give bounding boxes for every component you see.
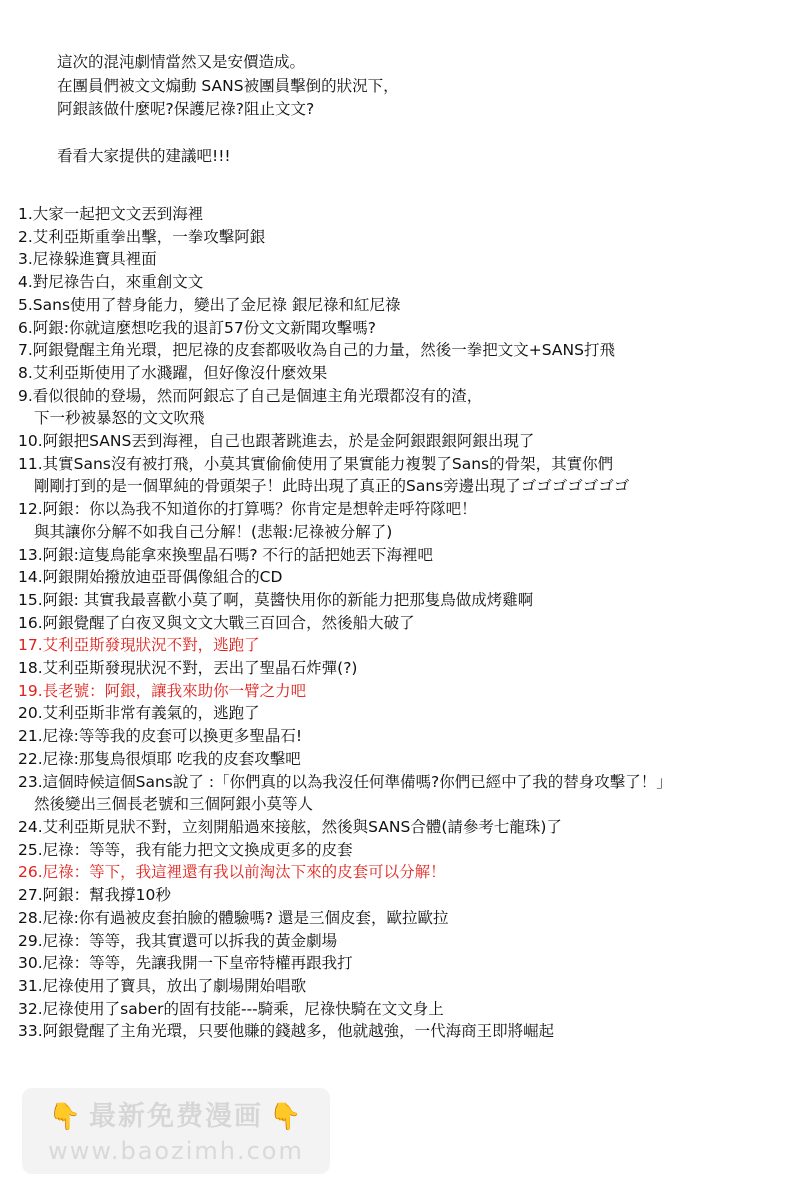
list-item-text: 15.阿銀: 其實我最喜歡小莫了啊，莫醬快用你的新能力把那隻鳥做成烤雞啊 bbox=[18, 590, 534, 609]
list-item-text: 6.阿銀:你就這麼想吃我的退訂57份文文新聞攻擊嗎? bbox=[18, 318, 376, 337]
list-item bbox=[18, 952, 798, 975]
list-item bbox=[18, 294, 798, 317]
list-item-text: 11.其實Sans沒有被打飛，小莫其實偷偷使用了果實能力複製了Sans的骨架，其實你們 bbox=[18, 454, 614, 473]
list-item bbox=[18, 930, 798, 953]
list-item bbox=[18, 748, 798, 771]
list-item-text: 1.大家一起把文文丟到海裡 bbox=[18, 205, 204, 223]
list-item-text: 30.尼祿：等等，先讓我開一下皇帝特權再跟我打 bbox=[18, 954, 353, 973]
list-item-text: 25.尼祿：等等，我有能力把文文換成更多的皮套 bbox=[18, 840, 353, 859]
list-item-text: 31.尼祿使用了寶具，放出了劇場開始唱歌 bbox=[18, 976, 307, 995]
list-item bbox=[18, 839, 798, 862]
list-item bbox=[18, 385, 798, 430]
list-item-text: 16.阿銀覺醒了白夜叉與文文大戰三百回合，然後船大破了 bbox=[18, 613, 415, 632]
pointing-hand-icon: 👇 bbox=[48, 1102, 83, 1132]
list-item-text: 17.艾利亞斯發現狀況不對，逃跑了 bbox=[18, 636, 260, 655]
list-item bbox=[18, 702, 798, 725]
list-item-text: 3.尼祿躲進寶具裡面 bbox=[18, 250, 157, 269]
list-item-text: 12.阿銀：你以為我不知道你的打算嗎？你肯定是想幹走呼符隊吧！ bbox=[18, 500, 477, 519]
intro-line: 阿銀該做什麼呢?保護尼祿?阻止文文? bbox=[57, 100, 315, 118]
list-item-text: 10.阿銀把SANS丟到海裡，自己也跟著跳進去，於是金阿銀跟銀阿銀出現了 bbox=[18, 432, 535, 451]
pointing-hand-icon: 👇 bbox=[269, 1102, 304, 1132]
list-item bbox=[18, 226, 798, 249]
list-item-text: 22.尼祿:那隻鳥很煩耶 吃我的皮套攻擊吧 bbox=[18, 749, 301, 768]
list-item bbox=[18, 453, 798, 498]
list-item bbox=[18, 203, 798, 226]
list-item bbox=[18, 612, 798, 635]
list-item bbox=[18, 498, 798, 543]
suggestion-list bbox=[18, 203, 798, 1043]
list-item-text: 18.艾利亞斯發現狀況不對，丟出了聖晶石炸彈(?) bbox=[18, 659, 358, 678]
list-item bbox=[18, 566, 798, 589]
list-item bbox=[18, 248, 798, 271]
list-item bbox=[18, 317, 798, 340]
list-item-text: 2.艾利亞斯重拳出擊，一拳攻擊阿銀 bbox=[18, 227, 266, 246]
list-item-text: 21.尼祿:等等我的皮套可以換更多聖晶石! bbox=[18, 727, 303, 746]
list-item bbox=[18, 816, 798, 839]
list-item bbox=[18, 861, 798, 884]
list-item-text: 4.對尼祿告白，來重創文文 bbox=[18, 273, 204, 292]
list-item-continuation: 然後變出三個長老號和三個阿銀小莫等人 bbox=[34, 795, 314, 814]
list-item bbox=[18, 362, 798, 385]
watermark-title: 最新免费漫画 bbox=[89, 1101, 263, 1132]
watermark-url: www.baozimh.com bbox=[48, 1137, 304, 1165]
list-item bbox=[18, 975, 798, 998]
intro-line: 這次的混沌劇情當然又是安價造成。 bbox=[57, 53, 306, 71]
list-item bbox=[18, 771, 798, 816]
list-item-text: 7.阿銀覺醒主角光環，把尼祿的皮套都吸收為自己的力量，然後一拳把文文+SANS打飛 bbox=[18, 341, 615, 360]
list-item-text: 14.阿銀開始撥放迪亞哥偶像組合的CD bbox=[18, 568, 283, 587]
list-item-continuation: 與其讓你分解不如我自己分解！(悲報:尼祿被分解了) bbox=[34, 522, 393, 541]
list-item-text: 27.阿銀：幫我撐10秒 bbox=[18, 886, 171, 905]
list-item-text: 19.長老號：阿銀，讓我來助你一臂之力吧 bbox=[18, 681, 307, 700]
list-item-text: 32.尼祿使用了saber的固有技能---騎乘，尼祿快騎在文文身上 bbox=[18, 999, 444, 1018]
list-item bbox=[18, 725, 798, 748]
list-item-text: 5.Sans使用了替身能力，變出了金尼祿 銀尼祿和紅尼祿 bbox=[18, 295, 401, 314]
list-item bbox=[18, 884, 798, 907]
intro-text bbox=[57, 51, 787, 168]
watermark bbox=[22, 1088, 330, 1174]
list-item-text: 26.尼祿：等下，我這裡還有我以前淘汰下來的皮套可以分解！ bbox=[18, 863, 446, 882]
list-item bbox=[18, 589, 798, 612]
list-item-text: 23.這個時候這個Sans說了 :「你們真的以為我沒任何準備嗎?你們已經中了我的替身攻擊了！」 bbox=[18, 772, 672, 791]
list-item-continuation: 下一秒被暴怒的文文吹飛 bbox=[34, 409, 205, 428]
list-item bbox=[18, 430, 798, 453]
list-item bbox=[18, 907, 798, 930]
watermark-title-row bbox=[22, 1100, 330, 1134]
list-item-text: 28.尼祿:你有過被皮套拍臉的體驗嗎? 還是三個皮套，歐拉歐拉 bbox=[18, 908, 449, 927]
list-item bbox=[18, 544, 798, 567]
list-item-text: 20.艾利亞斯非常有義氣的，逃跑了 bbox=[18, 704, 260, 723]
intro-line: 在團員們被文文煽動 SANS被團員擊倒的狀況下， bbox=[57, 76, 399, 95]
list-item-text: 24.艾利亞斯見狀不對，立刻開船過來接舷，然後與SANS合體(請參考七龍珠)了 bbox=[18, 817, 562, 836]
list-item-text: 9.看似很帥的登場，然而阿銀忘了自己是個連主角光環都沒有的渣， bbox=[18, 386, 483, 405]
list-item-text: 8.艾利亞斯使用了水濺躍，但好像沒什麼效果 bbox=[18, 363, 328, 382]
list-item bbox=[18, 1020, 798, 1043]
list-item-text: 33.阿銀覺醒了主角光環，只要他賺的錢越多，他就越強，一代海商王即將崛起 bbox=[18, 1022, 555, 1041]
list-item-text: 13.阿銀:這隻鳥能拿來換聖晶石嗎? 不行的話把她丟下海裡吧 bbox=[18, 545, 434, 564]
intro-spacer bbox=[57, 122, 787, 145]
intro-line: 看看大家提供的建議吧!!! bbox=[57, 146, 231, 165]
list-item-continuation: 剛剛打到的是一個單純的骨頭架子！此時出現了真正的Sans旁邊出現了ゴゴゴゴゴゴゴ bbox=[34, 477, 630, 496]
list-item bbox=[18, 657, 798, 680]
list-item bbox=[18, 271, 798, 294]
list-item bbox=[18, 680, 798, 703]
list-item bbox=[18, 998, 798, 1021]
list-item-text: 29.尼祿：等等，我其實還可以拆我的黃金劇場 bbox=[18, 931, 338, 950]
list-item bbox=[18, 339, 798, 362]
list-item bbox=[18, 634, 798, 657]
